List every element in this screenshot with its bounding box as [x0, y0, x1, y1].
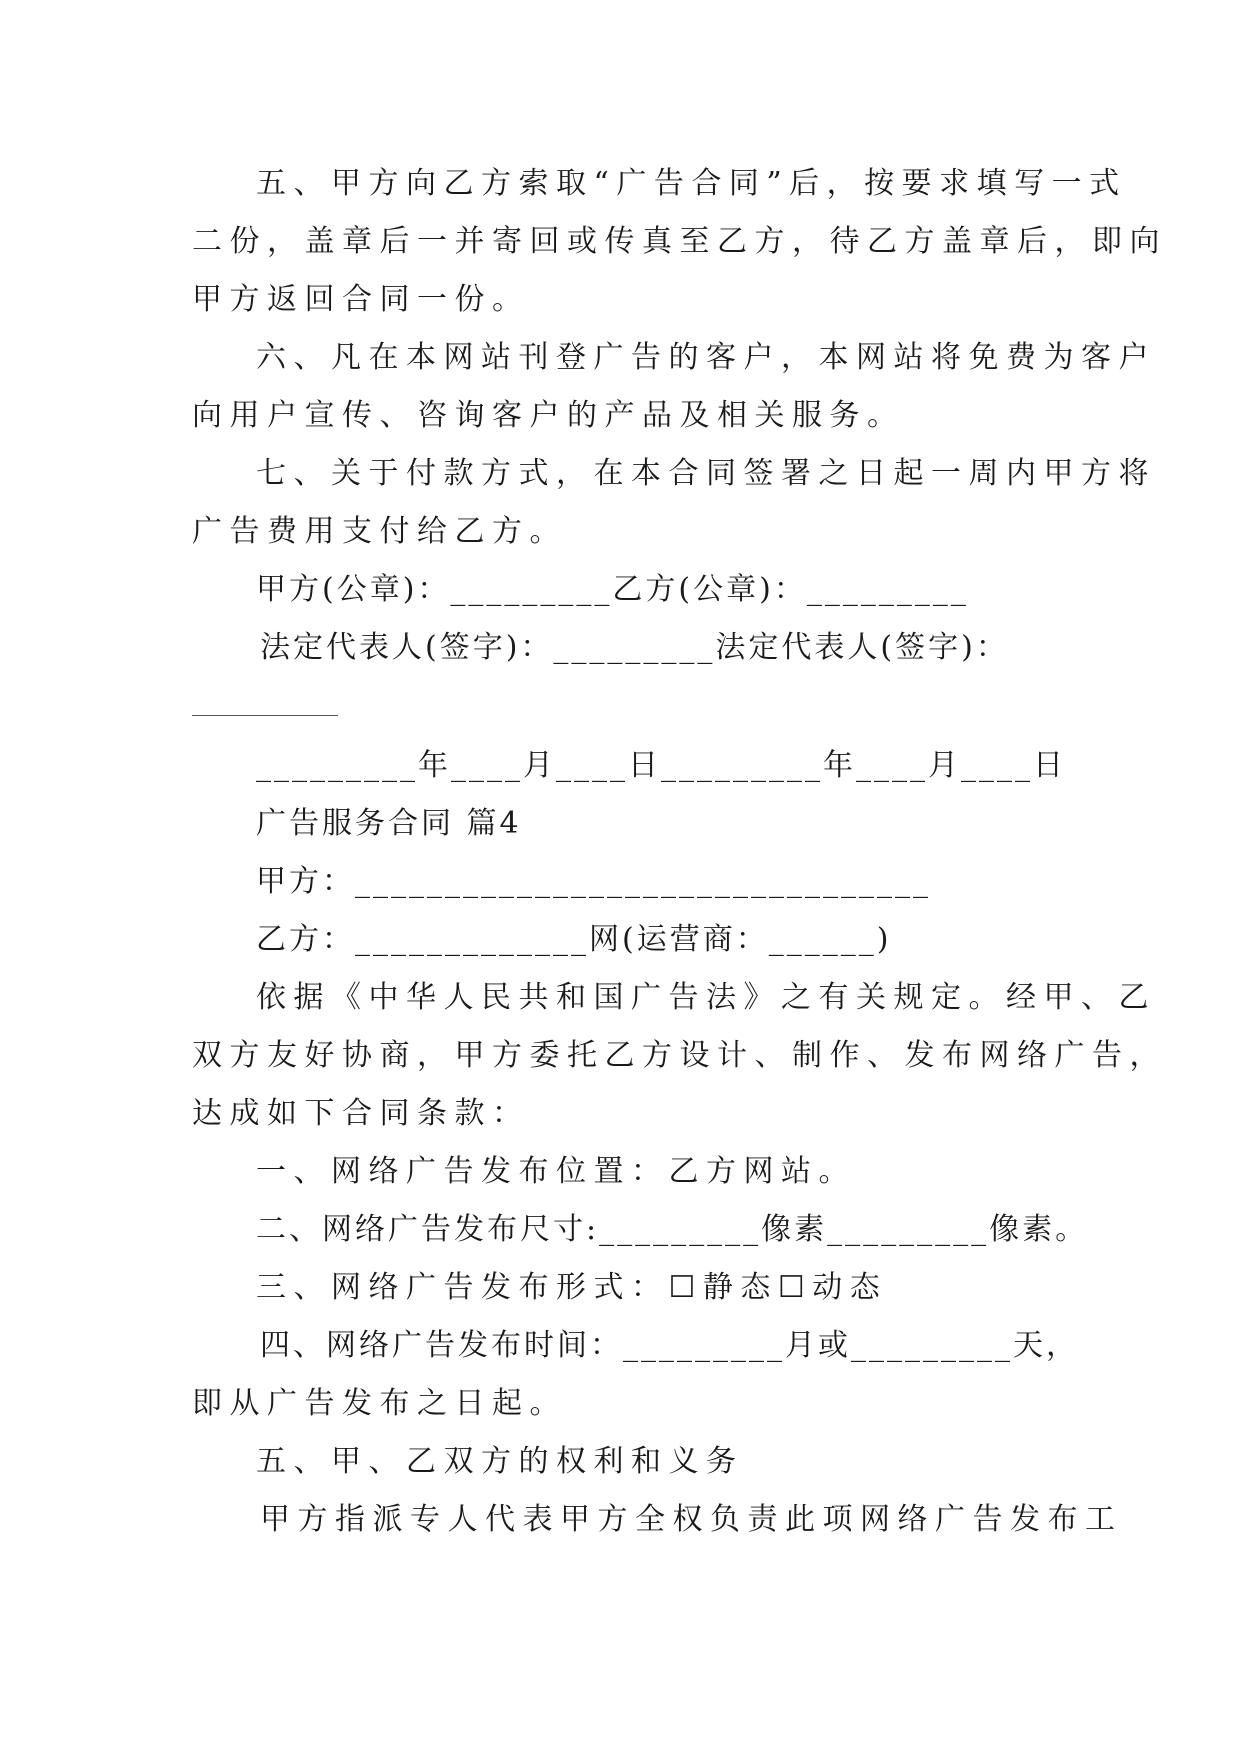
intro-line-1: 依据《中华人民共和国广告法》之有关规定。经甲、乙 [256, 980, 1156, 1015]
paragraph-5-line-3: 甲方返回合同一份。 [192, 282, 530, 317]
clause-5-title: 五、甲、乙双方的权利和义务 [256, 1444, 744, 1479]
signature-line: 法定代表人(签字)：_________法定代表人(签字)： [260, 630, 1009, 665]
paragraph-7-line-2: 广告费用支付给乙方。 [192, 514, 567, 549]
paragraph-5-line-1: 五、甲方向乙方索取“广告合同”后，按要求填写一式 [256, 166, 1127, 201]
party-b-line: 乙方：_____________网(运营商：______) [256, 922, 892, 957]
party-a-line: 甲方：________________________________ [256, 864, 931, 899]
clause-4-line-2: 即从广告发布之日起。 [192, 1386, 567, 1421]
intro-line-3: 达成如下合同条款： [192, 1096, 530, 1131]
clause-1: 一、网络广告发布位置：乙方网站。 [256, 1154, 856, 1189]
signature-blank [192, 715, 338, 716]
clause-4-line-1: 四、网络广告发布时间：_________月或_________天， [260, 1328, 1079, 1363]
intro-line-2: 双方友好协商，甲方委托乙方设计、制作、发布网络广告， [192, 1038, 1167, 1073]
paragraph-5-line-2: 二份，盖章后一并寄回或传真至乙方，待乙方盖章后，即向 [192, 224, 1167, 259]
clause-5-line-1: 甲方指派专人代表甲方全权负责此项网络广告发布工 [260, 1502, 1123, 1537]
paragraph-7-line-1: 七、关于付款方式，在本合同签署之日起一周内甲方将 [256, 456, 1156, 491]
clause-3: 三、网络广告发布形式：☐静态☐动态 [256, 1270, 888, 1305]
seal-line: 甲方(公章)：_________乙方(公章)：_________ [256, 572, 969, 607]
date-line: _________年____月____日_________年____月____日 [256, 748, 1066, 783]
section-title: 广告服务合同 篇4 [256, 806, 522, 841]
paragraph-6-line-1: 六、凡在本网站刊登广告的客户，本网站将免费为客户 [256, 340, 1156, 375]
paragraph-6-line-2: 向用户宣传、咨询客户的产品及相关服务。 [192, 398, 905, 433]
clause-2: 二、网络广告发布尺寸:_________像素_________像素。 [256, 1212, 1089, 1247]
